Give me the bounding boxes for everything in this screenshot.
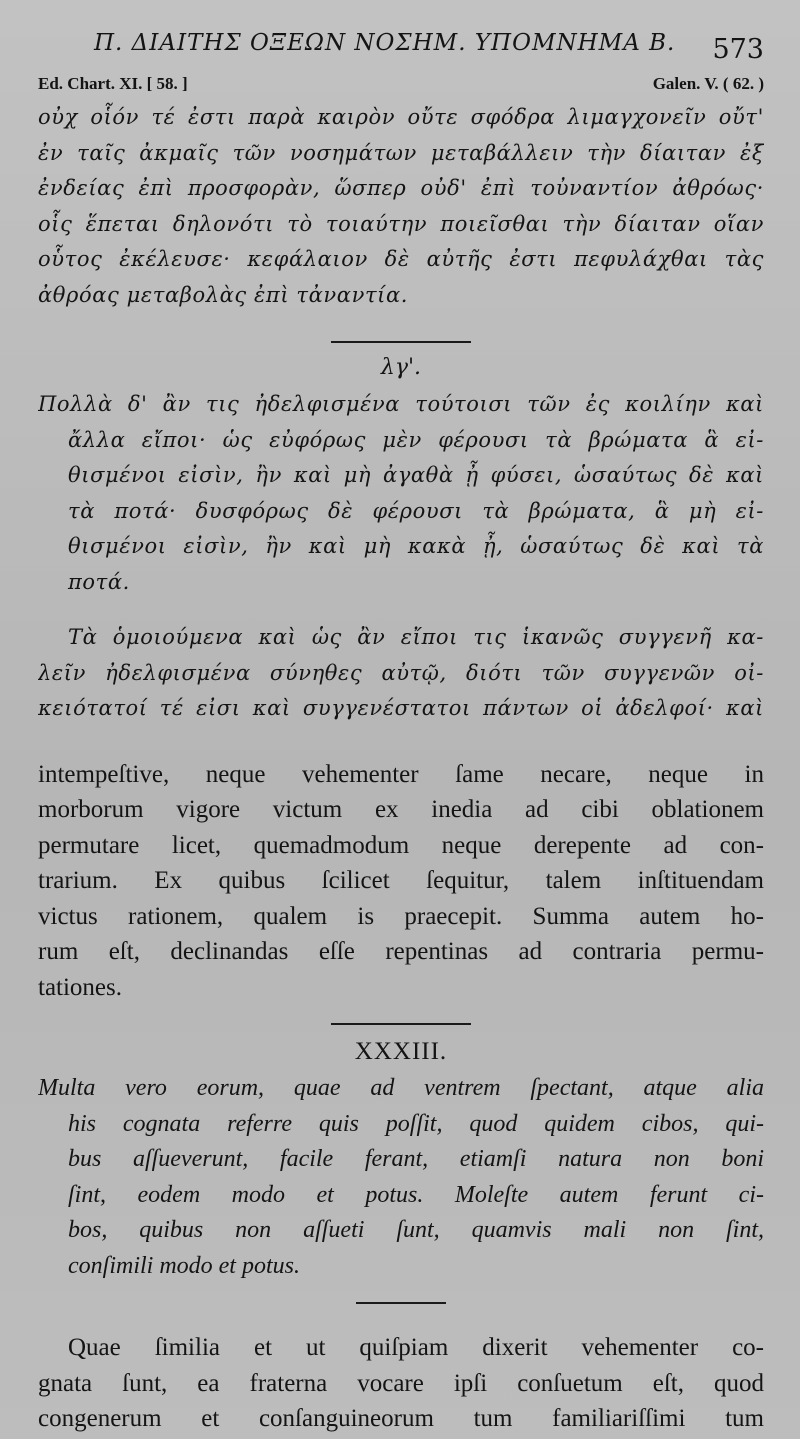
text-line: congenerum et conſanguineorum tum familiariſſimi tum bbox=[38, 1405, 764, 1432]
text-line: θισμένοι εἰσὶν, ἢν καὶ μὴ κακὰ ᾖ, ὡσαύτως δὲ καὶ τὰ bbox=[68, 534, 764, 558]
text-line: trarium. Ex quibus ſcilicet ſequitur, talem inſtituendam bbox=[38, 867, 764, 894]
edition-reference-line bbox=[38, 70, 764, 100]
text-line: Multa vero eorum, quae ad ventrem ſpectant, atque alia bbox=[38, 1075, 764, 1101]
text-line: permutare licet, quemadmodum neque derepente ad con- bbox=[38, 831, 764, 859]
text-line: ἐν ταῖς ἀκμαῖς τῶν νοσημάτων μεταβάλλειν τὴν δίαιταν ἐξ bbox=[38, 140, 764, 165]
section-divider bbox=[331, 1023, 471, 1025]
galen-kuehn-reference: Galen. V. ( 62. ) bbox=[652, 74, 764, 93]
text-line: rum eſt, declinandas eſſe repentinas ad contraria permu- bbox=[38, 938, 764, 965]
section-divider bbox=[331, 341, 471, 343]
text-line: ſint, eodem modo et potus. Moleſte autem ferunt ci- bbox=[68, 1181, 764, 1208]
text-line: his cognata referre quis poſſit, quod quidem cibos, qui- bbox=[68, 1110, 764, 1137]
latin-section-number: XXXIII. bbox=[354, 1038, 448, 1065]
text-line: ἐνδείας ἐπὶ προσφορὰν, ὥσπερ οὐδ' ἐπὶ τοὐναντίον ἀθρόως· bbox=[38, 176, 764, 200]
greek-commentary-continuation bbox=[38, 620, 764, 727]
text-line: Πολλὰ δ' ἂν τις ἠδελφισμένα τούτοισι τῶν ἐς κοιλίην καὶ bbox=[38, 392, 764, 416]
text-line: tationes. bbox=[38, 973, 123, 1001]
chartier-edition-reference: Ed. Chart. XI. [ 58. ] bbox=[38, 74, 188, 93]
text-line: intempeſtive, neque vehementer ſame necare, neque in bbox=[38, 760, 764, 788]
text-line: morborum vigore victum ex inedia ad cibi oblationem bbox=[38, 796, 764, 823]
greek-section-number: λγ'. bbox=[380, 355, 422, 380]
text-line: conſimili modo et potus. bbox=[68, 1252, 300, 1279]
running-head bbox=[38, 0, 764, 70]
text-line: οἷς ἕπεται δηλονότι τὸ τοιαύτην ποιεῖσθαι τὴν δίαιταν οἵαν bbox=[38, 211, 764, 236]
text-line: victus rationem, qualem is praecepit. Summa autem ho- bbox=[38, 902, 764, 930]
text-line: Τὰ ὁμοιούμενα καὶ ὡς ἂν εἴποι τις ἱκανῶς συγγενῆ κα- bbox=[68, 625, 764, 649]
page-number: 573 bbox=[712, 34, 764, 65]
greek-aphorism-text bbox=[38, 387, 764, 600]
text-line: bos, quibus non aſſueti ſunt, quamvis mali non ſint, bbox=[68, 1217, 764, 1243]
latin-commentary-paragraph bbox=[38, 757, 764, 1006]
latin-commentary-continuation bbox=[38, 1330, 764, 1437]
text-line: ἄλλα εἴποι· ὡς εὐφόρως μὲν φέρουσι τὰ βρώματα ἃ εἰ- bbox=[68, 427, 764, 452]
latin-aphorism-text bbox=[38, 1071, 764, 1284]
text-line: θισμένοι εἰσὶν, ἢν καὶ μὴ ἀγαθὰ ᾖ φύσει, ὡσαύτως δὲ καὶ bbox=[68, 463, 764, 487]
text-line: gnata ſunt, ea fraterna vocare ipſi conſuetum eſt, quod bbox=[38, 1369, 764, 1397]
text-line: κειότατοί τέ εἰσι καὶ συγγενέστατοι πάντων οἱ ἀδελφοί· καὶ bbox=[38, 696, 764, 720]
text-line: ἀθρόας μεταβολὰς ἐπὶ τἀναντία. bbox=[38, 282, 409, 307]
text-line: τὰ ποτά· δυσφόρως δὲ φέρουσι τὰ βρώματα, ἃ μὴ εἰ- bbox=[68, 498, 764, 523]
greek-commentary-paragraph bbox=[38, 100, 764, 313]
text-line: λεῖν ἠδελφισμένα σύνηθες αὐτῷ, διότι τῶν συγγενῶν οἰ- bbox=[38, 660, 764, 685]
text-line: Quae ſimilia et ut quiſpiam dixerit vehementer co- bbox=[68, 1334, 764, 1361]
text-line: bus aſſueverunt, facile ferant, etiamſi natura non boni bbox=[68, 1146, 764, 1172]
running-title: Π. ΔΙΑΙΤΗΣ ΟΞΕΩΝ ΝΟΣΗΜ. ΥΠΟΜΝΗΜΑ Β. bbox=[94, 30, 676, 56]
text-line: οὐχ οἷόν τέ ἐστι παρὰ καιρὸν οὔτε σφόδρα λιμαγχονεῖν οὔτ' bbox=[38, 105, 764, 129]
text-line: οὗτος ἐκέλευσε· κεφάλαιον δὲ αὐτῆς ἐστι πεφυλάχθαι τὰς bbox=[38, 247, 764, 271]
text-line: ποτά. bbox=[68, 569, 130, 594]
